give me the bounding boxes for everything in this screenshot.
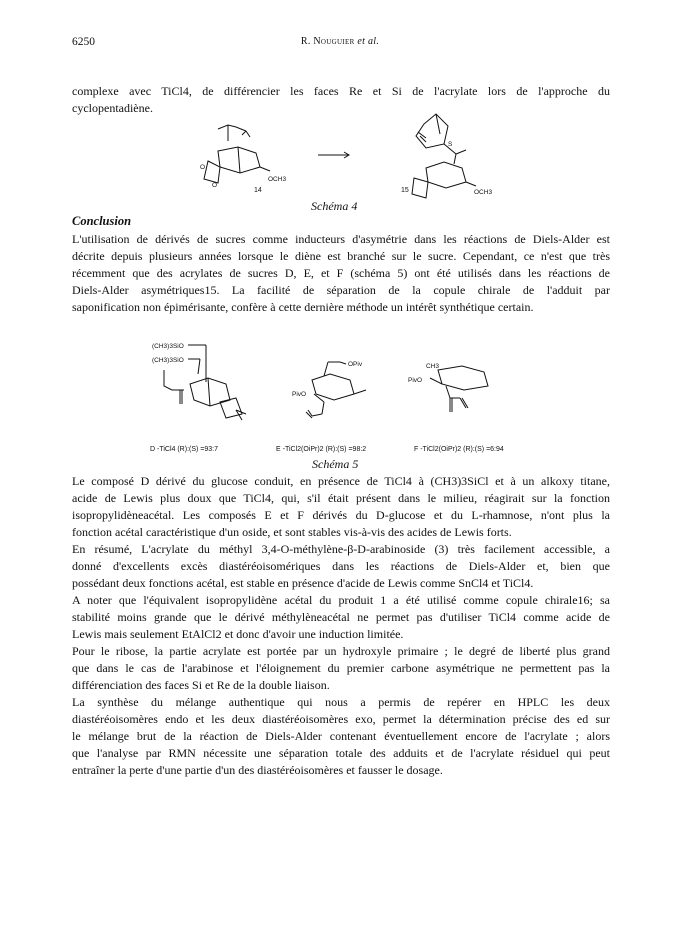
body-line: isopropylidèneacétal. Les composés E et F dérivés du D-glucose et du L-rhamnose, n'ont plus la: [72, 508, 610, 522]
running-head: [0, 36, 680, 47]
body-line: stabilité moins grande que le dérivé méthylèneacétal ne permet pas d'utiliser TiCl4 comme acide de: [72, 610, 610, 624]
scheme-4-caption: Schéma 4: [311, 199, 358, 213]
intro-line-1: complexe avec TiCl4, de différencier les faces Re et Si de l'acrylate lors de l'approche du: [72, 84, 610, 98]
body-line: Lewis mais seulement EtAlCl2 et donc d'avoir une induction limitée.: [72, 627, 404, 641]
s4-och3-label-2: OCH3: [474, 189, 493, 196]
svg-text:O: O: [200, 164, 206, 171]
body-line: que dans le cas de l'arabinose et l'éloignement du premier carbone asymétrique ne permettent pas la: [72, 661, 610, 675]
body-line: entraîner la perte d'une partie d'un des diastéréoisomères et fausser le dosage.: [72, 763, 443, 777]
body-line: En résumé, L'acrylate du méthyl 3,4-O-méthylène-β-D-arabinoside (3) très facilement accessible, a: [72, 542, 610, 556]
e-opiv: OPiv: [348, 361, 363, 368]
compound-14-label: 14: [254, 187, 262, 194]
page-number: 6250: [72, 36, 95, 48]
body-line: possédant deux fonctions acétal, est stable en présence d'acide de Lewis comme SnCl4 et TiCl4.: [72, 576, 534, 590]
conclusion-line: Diels-Alder asymétriques15. La facilité de séparation de la copule chirale de l'adduit par: [72, 283, 610, 297]
conclusion-paragraph: [72, 231, 610, 316]
conclusion-line: saponification non épimérisante, confère à cette dernière méthode un intérêt synthétique certain.: [72, 300, 534, 314]
scheme-5-structure-F: [400, 356, 510, 426]
e-pivo: PivO: [292, 391, 307, 398]
conclusion-line: récemment que des acrylates de sucres D, E, et F (schéma 5) ont été utilisés dans les réactions de: [72, 266, 610, 280]
s4-och3-label: OCH3: [268, 176, 287, 183]
body-line: diastéréoisomères endo et les deux diastéréoisomères exo, permet la détermination précise des ed sur: [72, 712, 610, 726]
f-ch3: CH3: [426, 363, 440, 370]
d-sub2: (CH3)3SiO: [152, 357, 184, 364]
body-line: A noter que l'équivalent isopropylidène acétal du produit 1 a été utilisé comme copule chirale16; sa: [72, 593, 610, 607]
f-pivo: PivO: [408, 377, 423, 384]
body-line: le mélange brut de la réaction de Diels-Alder contenant éventuellement encore de l'acrylate ; alors: [72, 729, 610, 743]
reaction-arrow: [318, 150, 352, 160]
conclusion-line: L'utilisation de dérivés de sucres comme inducteurs d'asymétrie dans les réactions de Diels-Alder est: [72, 232, 610, 246]
body-line: que l'analyse par RMN nécessite une séparation totale des adduits et de l'acrylate résiduel qui peut: [72, 746, 610, 760]
body-line: fonction acétal caractéristique d'un oside, et sont stables vis-à-vis des acides de Lewis forts.: [72, 525, 512, 539]
intro-line-2: cyclopentadiène.: [72, 101, 153, 115]
running-head-author: R. Nouguier: [300, 36, 355, 47]
body-line: acide de Lewis plus doux que TiCl4, qui, s'il était présent dans le milieu, réagirait sur la fonction: [72, 491, 610, 505]
scheme-5-structure-E: [288, 356, 388, 426]
body-line: donné d'excellents excès diastéréoisomériques dans les réactions de Diels-Alder et, bien que: [72, 559, 610, 573]
body-text: [72, 473, 610, 779]
body-line: Le composé D dérivé du glucose conduit, en présence de TiCl4 à (CH3)3SiCl et à un alkoxy titane,: [72, 474, 610, 488]
s4-s-label: S: [448, 141, 453, 148]
compound-15-label: 15: [401, 187, 409, 194]
scheme-5-structure-D: [150, 340, 280, 430]
intro-paragraph: [72, 83, 610, 117]
scheme-5-label-F: F -TiCl2(OiPr)2 (R):(S) =6:94: [414, 446, 504, 453]
scheme-5-caption: Schéma 5: [312, 457, 359, 471]
body-line: La synthèse du mélange authentique qui nous a permis de repérer en HPLC les deux: [72, 695, 610, 709]
conclusion-line: décrite depuis plusieurs années lorsque le diène est branché sur le sucre. Cependant, ce n'est que très: [72, 249, 610, 263]
body-line: Pour le ribose, la partie acrylate est portée par un hydroxyle primaire ; le degré de liberté plus grand: [72, 644, 610, 658]
body-line: différenciation des faces Si et Re de la double liaison.: [72, 678, 330, 692]
scheme-4-structure-15: [396, 108, 516, 203]
d-sub1: (CH3)3SiO: [152, 343, 184, 350]
scheme-4-structure-14: [198, 123, 308, 193]
conclusion-heading: Conclusion: [72, 214, 132, 228]
running-head-etal: et al.: [357, 36, 380, 47]
scheme-5-label-E: E -TiCl2(OiPr)2 (R):(S) =98:2: [276, 446, 367, 453]
svg-text:O: O: [212, 182, 218, 189]
scheme-5-label-D: D -TiCl4 (R):(S) =93:7: [150, 446, 219, 453]
